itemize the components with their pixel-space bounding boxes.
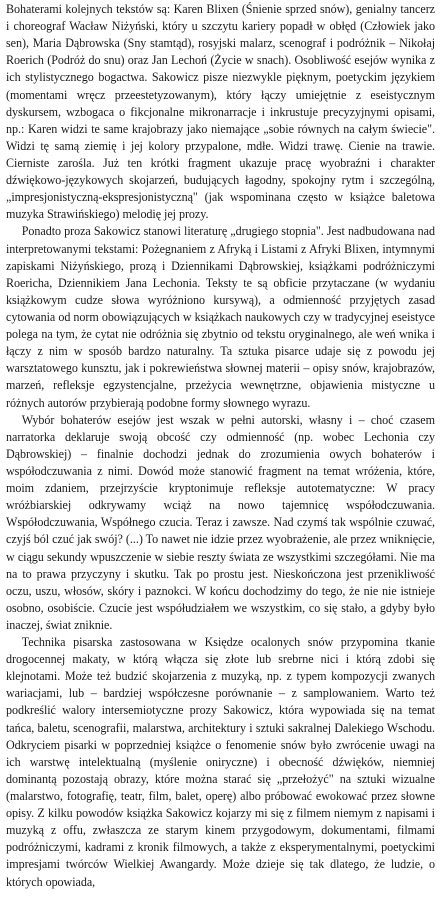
paragraph-4: Technika pisarska zastosowana w Księdze ocalonych snów przypomina tkanie drogocennej makaty, w którą włącza się złote lub srebrne nici i którą zdobi się klejnotami. Może też budzić skojarzenia z muzyką, np. z typem kompozycji zwanych wariacjami, lub – bardziej współczesne porównanie – z samplowaniem. Warto też podkreślić walory intersemiotyczne prozy Sakowicz, która wypowiada się na temat tańca, baletu, scenografii, malarstwa, architektury i sztuki sakralnej Dalekiego Wschodu. Odkryciem pisarki w poprzedniej książce o fenomenie snów było zwrócenie uwagi na ich warstwę intelektualną (myślenie oniryczne) i obecność dźwięków, niemniej dominantą pozostają obrazy, które można starać się „przełożyć" na sztuki wizualne (malarstwo, fotografię, teatr, film, balet, operę) albo próbować ewokować przez słowne opisy. Z kilku powodów książka Sakowicz kojarzy mi się z filmem niemym z napisami i muzyką z offu, zwłaszcza ze starym kinem przygodowym, dokumentami, filmami podróżniczymi, kadrami z kronik filmowych, a także z eksperymentalnymi, poetyckimi impresjami twórców Wielkiej Awangardy. Może dzieje się tak dlatego, że ludzie, o których opowiada,	[6, 635, 435, 889]
body-text	[6, 1, 435, 891]
paragraph-1: Bohaterami kolejnych tekstów są: Karen Blixen (Śnienie sprzed snów), genialny tancerz i choreograf Wacław Niżyński, który u szczytu kariery popadł w obłęd (Człowiek jako sen), Maria Dąbrowska (Sny stamtąd), rosyjski malarz, scenograf i podróżnik – Nikołaj Roerich (Podróż do snu) oraz Jan Lechoń (Życie w snach). Osobliwość esejów wynika z ich stylistycznego bogactwa. Sakowicz pisze niezwykle pięknym, poetyckim językiem (momentami wręcz przeestetyzowanym), który łączy umiejętnie z eseistycznym dyskursem, wzbogaca o fikcjonalne mikronarracje i inkrustuje precyzyjnymi opisami, np.: Karen widzi te same krajobrazy jako niemające „sobie równych na całym świecie". Widzi tę samą ziemię i jej kolory przypalone, mdłe. Widzi trawę. Cienie na trawie. Cierniste zarośla. Już ten krótki fragment ukazuje pracę wyobraźni i charakter dźwiękowo-językowych skojarzeń, budujących łagodny, spokojny rytm i szczególną, „impresjonistyczną-ekspresjonistyczną" (jak wspominana często w książce baletowa muzyka Strawińskiego) melodię jej prozy.	[6, 2, 435, 222]
paragraph-2: Ponadto proza Sakowicz stanowi literaturę „drugiego stopnia". Jest nadbudowana nad interpretowanymi tekstami: Pożegnaniem z Afryką i Listami z Afryki Blixen, intymnymi zapiskami Niżyńskiego, prozą i Dziennikami Dąbrowskiej, książkami podróżniczymi Roericha, Dziennikiem Jana Lechonia. Teksty te są obficie przytaczane (w wydaniu książkowym cudze słowa wyróżniono kursywą), a odmienność przyjętych zasad cytowania od norm obowiązujących w książkach naukowych czy w tradycyjnej eseistyce polega na tym, że cytat nie odróżnia się zbytnio od tekstu oryginalnego, ale weń wnika i łączy z nim w sposób bardzo naturalny. Ta sztuka pisarce udaje się z powodu jej warsztatowego kunsztu, jak i pokrewieństwa słownej materii – opisy snów, krajobrazów, marzeń, refleksje egzystencjalne, przeżycia wewnętrzne, objawienia mistyczne u różnych autorów przybierają podobne formy słownego wyrazu.	[6, 224, 435, 410]
paragraph-3: Wybór bohaterów esejów jest wszak w pełni autorski, własny i – choć czasem narratorka deklaruje swoją obcość czy odmienność (np. wobec Lechonia czy Dąbrowskiej) – finalnie dochodzi jednak do zrozumienia owych bohaterów i współodczuwania z nimi. Dowód może stanowić fragment na temat wróżenia, które, moim zdaniem, przejrzyście kryptonimuje refleksje autotematyczne: W pracy wróżbiarskiej odkrywamy wciąż na nowo tajemnicę współodczuwania. Współodczuwania, Współnego czucia. Teraz i zawsze. Nad czymś tak wspólnie czuwać, czyjś ból czuć jak swój? (...) To nawet nie idzie przez wyobrażenie, ale przez wniknięcie, w ciągu sekundy wpuszczenie w siebie reszty świata ze wszystkimi szczegółami. Nie ma na to prawa przyczyny i skutku. Tak po prostu jest. Nieskończona jest przenikliwość oczu, uszu, włosów, skóry i paznokci. W końcu dochodzimy do tego, że nie nie istnieje osobno, osobiście. Czucie jest współudziałem we wszystkim, co się stało, a gdyby było inaczej, świat zniknie.	[6, 412, 435, 632]
